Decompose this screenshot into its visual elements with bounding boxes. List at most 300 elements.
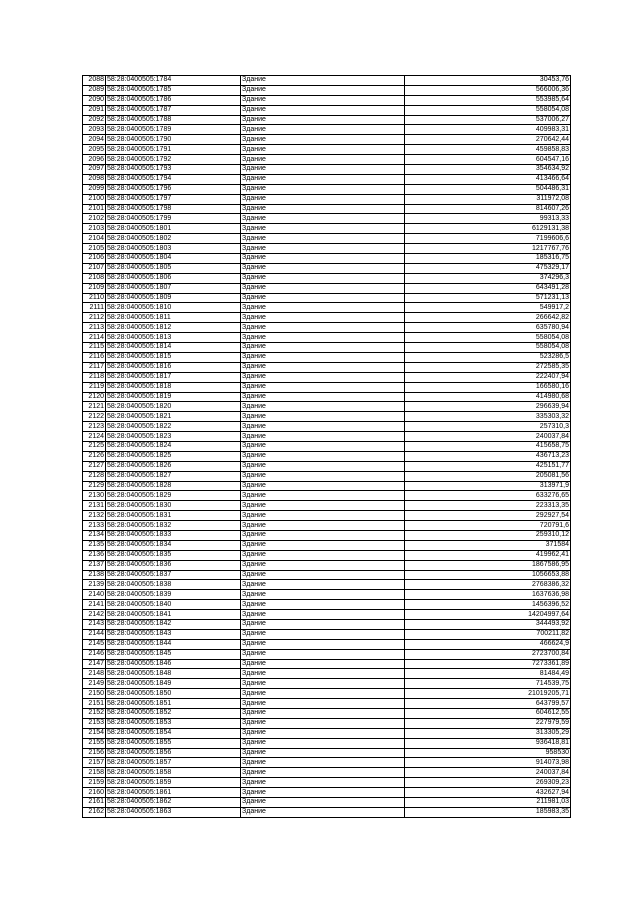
table-row [83, 273, 571, 283]
object-type-cell: Здание [241, 689, 405, 699]
object-type-cell: Здание [241, 432, 405, 442]
object-type-cell: Здание [241, 768, 405, 778]
cadastral-value-cell: 425151,77 [405, 461, 571, 471]
table-row [83, 165, 571, 175]
table-row [83, 451, 571, 461]
cadastral-value-cell: 296639,94 [405, 402, 571, 412]
row-number-cell: 2148 [83, 669, 106, 679]
object-type-cell: Здание [241, 709, 405, 719]
cadastral-number-cell: 58:28:0400505:1818 [106, 382, 241, 392]
row-number-cell: 2109 [83, 283, 106, 293]
row-number-cell: 2127 [83, 461, 106, 471]
cadastral-number-cell: 58:28:0400505:1803 [106, 244, 241, 254]
object-type-cell: Здание [241, 669, 405, 679]
cadastral-number-cell: 58:28:0400505:1817 [106, 372, 241, 382]
cadastral-value-cell: 413466,64 [405, 174, 571, 184]
cadastral-number-cell: 58:28:0400505:1827 [106, 471, 241, 481]
table-row [83, 501, 571, 511]
table-row [83, 115, 571, 125]
table-row [83, 738, 571, 748]
row-number-cell: 2102 [83, 214, 106, 224]
row-number-cell: 2097 [83, 165, 106, 175]
cadastral-number-cell: 58:28:0400505:1828 [106, 481, 241, 491]
table-row [83, 412, 571, 422]
row-number-cell: 2096 [83, 155, 106, 165]
table-row [83, 184, 571, 194]
cadastral-value-cell: 549917,2 [405, 303, 571, 313]
object-type-cell: Здание [241, 718, 405, 728]
object-type-cell: Здание [241, 382, 405, 392]
cadastral-value-cell: 436713,23 [405, 451, 571, 461]
cadastral-number-cell: 58:28:0400505:1829 [106, 491, 241, 501]
row-number-cell: 2137 [83, 560, 106, 570]
object-type-cell: Здание [241, 194, 405, 204]
row-number-cell: 2094 [83, 135, 106, 145]
cadastral-value-cell: 374296,3 [405, 273, 571, 283]
cadastral-number-cell: 58:28:0400505:1802 [106, 234, 241, 244]
table-row [83, 600, 571, 610]
cadastral-value-cell: 166580,16 [405, 382, 571, 392]
cadastral-value-cell: 2723700,84 [405, 649, 571, 659]
cadastral-number-cell: 58:28:0400505:1810 [106, 303, 241, 313]
cadastral-value-cell: 222407,94 [405, 372, 571, 382]
cadastral-value-cell: 958530 [405, 748, 571, 758]
table-row [83, 244, 571, 254]
cadastral-value-cell: 414980,68 [405, 392, 571, 402]
cadastral-number-cell: 58:28:0400505:1811 [106, 313, 241, 323]
object-type-cell: Здание [241, 521, 405, 531]
object-type-cell: Здание [241, 76, 405, 86]
object-type-cell: Здание [241, 412, 405, 422]
table-row [83, 511, 571, 521]
object-type-cell: Здание [241, 699, 405, 709]
table-row [83, 619, 571, 629]
cadastral-number-cell: 58:28:0400505:1819 [106, 392, 241, 402]
cadastral-value-cell: 223313,35 [405, 501, 571, 511]
row-number-cell: 2157 [83, 758, 106, 768]
cadastral-value-cell: 313971,9 [405, 481, 571, 491]
row-number-cell: 2111 [83, 303, 106, 313]
object-type-cell: Здание [241, 352, 405, 362]
cadastral-number-cell: 58:28:0400505:1816 [106, 362, 241, 372]
cadastral-value-cell: 814607,26 [405, 204, 571, 214]
cadastral-number-cell: 58:28:0400505:1841 [106, 610, 241, 620]
cadastral-number-cell: 58:28:0400505:1801 [106, 224, 241, 234]
object-type-cell: Здание [241, 639, 405, 649]
cadastral-value-cell: 14204997,64 [405, 610, 571, 620]
row-number-cell: 2110 [83, 293, 106, 303]
object-type-cell: Здание [241, 303, 405, 313]
object-type-cell: Здание [241, 798, 405, 808]
cadastral-value-cell: 558054,08 [405, 343, 571, 353]
table-row [83, 95, 571, 105]
row-number-cell: 2100 [83, 194, 106, 204]
cadastral-value-cell: 553985,64 [405, 95, 571, 105]
object-type-cell: Здание [241, 273, 405, 283]
table-row [83, 313, 571, 323]
table-row [83, 748, 571, 758]
cadastral-value-cell: 240037,84 [405, 432, 571, 442]
row-number-cell: 2154 [83, 728, 106, 738]
row-number-cell: 2142 [83, 610, 106, 620]
cadastral-number-cell: 58:28:0400505:1824 [106, 441, 241, 451]
object-type-cell: Здание [241, 481, 405, 491]
table-row [83, 718, 571, 728]
table-row [83, 491, 571, 501]
table-row [83, 125, 571, 135]
object-type-cell: Здание [241, 461, 405, 471]
cadastral-number-cell: 58:28:0400505:1815 [106, 352, 241, 362]
cadastral-number-cell: 58:28:0400505:1793 [106, 165, 241, 175]
cadastral-number-cell: 58:28:0400505:1839 [106, 590, 241, 600]
cadastral-number-cell: 58:28:0400505:1809 [106, 293, 241, 303]
cadastral-value-cell: 227979,59 [405, 718, 571, 728]
object-type-cell: Здание [241, 491, 405, 501]
row-number-cell: 2150 [83, 689, 106, 699]
cadastral-value-cell: 81484,49 [405, 669, 571, 679]
row-number-cell: 2141 [83, 600, 106, 610]
cadastral-value-cell: 558054,08 [405, 105, 571, 115]
row-number-cell: 2153 [83, 718, 106, 728]
table-row [83, 145, 571, 155]
cadastral-value-cell: 185316,75 [405, 254, 571, 264]
object-type-cell: Здание [241, 540, 405, 550]
object-type-cell: Здание [241, 511, 405, 521]
row-number-cell: 2126 [83, 451, 106, 461]
cadastral-value-cell: 700211,82 [405, 629, 571, 639]
cadastral-number-cell: 58:28:0400505:1825 [106, 451, 241, 461]
cadastral-value-cell: 566006,36 [405, 85, 571, 95]
row-number-cell: 2130 [83, 491, 106, 501]
cadastral-number-cell: 58:28:0400505:1806 [106, 273, 241, 283]
cadastral-value-cell: 185983,35 [405, 807, 571, 817]
cadastral-value-cell: 604612,55 [405, 709, 571, 719]
cadastral-number-cell: 58:28:0400505:1788 [106, 115, 241, 125]
cadastral-value-cell: 914073,98 [405, 758, 571, 768]
row-number-cell: 2113 [83, 323, 106, 333]
cadastral-value-cell: 459858,83 [405, 145, 571, 155]
table-row [83, 283, 571, 293]
row-number-cell: 2156 [83, 748, 106, 758]
object-type-cell: Здание [241, 115, 405, 125]
object-type-cell: Здание [241, 283, 405, 293]
row-number-cell: 2095 [83, 145, 106, 155]
row-number-cell: 2122 [83, 412, 106, 422]
object-type-cell: Здание [241, 748, 405, 758]
table-row [83, 85, 571, 95]
row-number-cell: 2121 [83, 402, 106, 412]
cadastral-value-cell: 1456396,52 [405, 600, 571, 610]
table-row [83, 204, 571, 214]
cadastral-number-cell: 58:28:0400505:1831 [106, 511, 241, 521]
cadastral-value-cell: 1217767,76 [405, 244, 571, 254]
cadastral-number-cell: 58:28:0400505:1807 [106, 283, 241, 293]
cadastral-number-cell: 58:28:0400505:1822 [106, 422, 241, 432]
row-number-cell: 2101 [83, 204, 106, 214]
table-row [83, 699, 571, 709]
cadastral-number-cell: 58:28:0400505:1856 [106, 748, 241, 758]
cadastral-number-cell: 58:28:0400505:1853 [106, 718, 241, 728]
row-number-cell: 2132 [83, 511, 106, 521]
row-number-cell: 2116 [83, 352, 106, 362]
row-number-cell: 2155 [83, 738, 106, 748]
object-type-cell: Здание [241, 402, 405, 412]
cadastral-number-cell: 58:28:0400505:1832 [106, 521, 241, 531]
object-type-cell: Здание [241, 234, 405, 244]
object-type-cell: Здание [241, 649, 405, 659]
cadastral-value-cell: 409983,31 [405, 125, 571, 135]
object-type-cell: Здание [241, 807, 405, 817]
table-row [83, 461, 571, 471]
cadastral-value-cell: 936418,81 [405, 738, 571, 748]
row-number-cell: 2117 [83, 362, 106, 372]
row-number-cell: 2119 [83, 382, 106, 392]
cadastral-number-cell: 58:28:0400505:1794 [106, 174, 241, 184]
cadastral-value-cell: 635780,94 [405, 323, 571, 333]
cadastral-value-cell: 432627,94 [405, 788, 571, 798]
table-row [83, 441, 571, 451]
object-type-cell: Здание [241, 392, 405, 402]
object-type-cell: Здание [241, 313, 405, 323]
cadastral-number-cell: 58:28:0400505:1862 [106, 798, 241, 808]
cadastral-value-cell: 272585,35 [405, 362, 571, 372]
cadastral-number-cell: 58:28:0400505:1813 [106, 333, 241, 343]
row-number-cell: 2093 [83, 125, 106, 135]
row-number-cell: 2149 [83, 679, 106, 689]
cadastral-number-cell: 58:28:0400505:1786 [106, 95, 241, 105]
row-number-cell: 2125 [83, 441, 106, 451]
row-number-cell: 2136 [83, 550, 106, 560]
cadastral-number-cell: 58:28:0400505:1851 [106, 699, 241, 709]
cadastral-number-cell: 58:28:0400505:1857 [106, 758, 241, 768]
table-row [83, 530, 571, 540]
cadastral-value-cell: 504486,31 [405, 184, 571, 194]
cadastral-value-cell: 571231,13 [405, 293, 571, 303]
cadastral-value-cell: 270642,44 [405, 135, 571, 145]
table-row [83, 76, 571, 86]
row-number-cell: 2099 [83, 184, 106, 194]
object-type-cell: Здание [241, 184, 405, 194]
cadastral-number-cell: 58:28:0400505:1823 [106, 432, 241, 442]
table-row [83, 422, 571, 432]
cadastral-number-cell: 58:28:0400505:1846 [106, 659, 241, 669]
row-number-cell: 2128 [83, 471, 106, 481]
object-type-cell: Здание [241, 600, 405, 610]
object-type-cell: Здание [241, 95, 405, 105]
object-type-cell: Здание [241, 758, 405, 768]
cadastral-number-cell: 58:28:0400505:1838 [106, 580, 241, 590]
row-number-cell: 2139 [83, 580, 106, 590]
cadastral-value-cell: 313305,29 [405, 728, 571, 738]
cadastral-number-cell: 58:28:0400505:1842 [106, 619, 241, 629]
object-type-cell: Здание [241, 323, 405, 333]
cadastral-number-cell: 58:28:0400505:1833 [106, 530, 241, 540]
object-type-cell: Здание [241, 263, 405, 273]
cadastral-number-cell: 58:28:0400505:1859 [106, 778, 241, 788]
row-number-cell: 2133 [83, 521, 106, 531]
table-row [83, 224, 571, 234]
object-type-cell: Здание [241, 619, 405, 629]
row-number-cell: 2092 [83, 115, 106, 125]
cadastral-number-cell: 58:28:0400505:1791 [106, 145, 241, 155]
cadastral-number-cell: 58:28:0400505:1843 [106, 629, 241, 639]
object-type-cell: Здание [241, 471, 405, 481]
cadastral-value-cell: 371584 [405, 540, 571, 550]
row-number-cell: 2103 [83, 224, 106, 234]
cadastral-number-cell: 58:28:0400505:1798 [106, 204, 241, 214]
table-row [83, 382, 571, 392]
table-row [83, 263, 571, 273]
cadastral-number-cell: 58:28:0400505:1848 [106, 669, 241, 679]
object-type-cell: Здание [241, 629, 405, 639]
cadastral-value-cell: 335303,32 [405, 412, 571, 422]
cadastral-value-cell: 21019205,71 [405, 689, 571, 699]
table-row [83, 758, 571, 768]
cadastral-number-cell: 58:28:0400505:1805 [106, 263, 241, 273]
cadastral-value-cell: 633276,65 [405, 491, 571, 501]
table-row [83, 214, 571, 224]
table-row [83, 728, 571, 738]
table-row [83, 362, 571, 372]
cadastral-number-cell: 58:28:0400505:1844 [106, 639, 241, 649]
row-number-cell: 2123 [83, 422, 106, 432]
row-number-cell: 2107 [83, 263, 106, 273]
row-number-cell: 2152 [83, 709, 106, 719]
row-number-cell: 2146 [83, 649, 106, 659]
object-type-cell: Здание [241, 501, 405, 511]
table-row [83, 471, 571, 481]
table-row [83, 649, 571, 659]
cadastral-number-cell: 58:28:0400505:1814 [106, 343, 241, 353]
cadastral-number-cell: 58:28:0400505:1850 [106, 689, 241, 699]
row-number-cell: 2104 [83, 234, 106, 244]
cadastral-value-cell: 1637636,98 [405, 590, 571, 600]
cadastral-number-cell: 58:28:0400505:1799 [106, 214, 241, 224]
table-row [83, 352, 571, 362]
cadastral-value-cell: 7273361,89 [405, 659, 571, 669]
object-type-cell: Здание [241, 343, 405, 353]
row-number-cell: 2144 [83, 629, 106, 639]
cadastral-value-cell: 6129131,38 [405, 224, 571, 234]
row-number-cell: 2115 [83, 343, 106, 353]
cadastral-value-cell: 2768386,32 [405, 580, 571, 590]
object-type-cell: Здание [241, 165, 405, 175]
table-row [83, 709, 571, 719]
table-row [83, 481, 571, 491]
object-type-cell: Здание [241, 333, 405, 343]
cadastral-number-cell: 58:28:0400505:1855 [106, 738, 241, 748]
cadastral-number-cell: 58:28:0400505:1790 [106, 135, 241, 145]
cadastral-number-cell: 58:28:0400505:1858 [106, 768, 241, 778]
row-number-cell: 2112 [83, 313, 106, 323]
object-type-cell: Здание [241, 788, 405, 798]
table-row [83, 778, 571, 788]
table-row [83, 659, 571, 669]
row-number-cell: 2124 [83, 432, 106, 442]
cadastral-number-cell: 58:28:0400505:1784 [106, 76, 241, 86]
cadastral-value-table [82, 75, 571, 818]
table-row [83, 629, 571, 639]
row-number-cell: 2108 [83, 273, 106, 283]
cadastral-number-cell: 58:28:0400505:1845 [106, 649, 241, 659]
cadastral-value-cell: 643491,28 [405, 283, 571, 293]
cadastral-value-cell: 205081,56 [405, 471, 571, 481]
row-number-cell: 2114 [83, 333, 106, 343]
cadastral-value-cell: 1867586,95 [405, 560, 571, 570]
table-row [83, 550, 571, 560]
row-number-cell: 2158 [83, 768, 106, 778]
row-number-cell: 2160 [83, 788, 106, 798]
table-row [83, 105, 571, 115]
cadastral-number-cell: 58:28:0400505:1863 [106, 807, 241, 817]
row-number-cell: 2138 [83, 570, 106, 580]
cadastral-value-cell: 604547,16 [405, 155, 571, 165]
cadastral-value-cell: 240037,84 [405, 768, 571, 778]
object-type-cell: Здание [241, 372, 405, 382]
table-row [83, 372, 571, 382]
table-row [83, 807, 571, 817]
cadastral-value-cell: 419962,41 [405, 550, 571, 560]
cadastral-value-cell: 259310,12 [405, 530, 571, 540]
table-row [83, 293, 571, 303]
cadastral-number-cell: 58:28:0400505:1820 [106, 402, 241, 412]
cadastral-value-cell: 415658,75 [405, 441, 571, 451]
table-row [83, 174, 571, 184]
table-row [83, 639, 571, 649]
cadastral-number-cell: 58:28:0400505:1821 [106, 412, 241, 422]
row-number-cell: 2091 [83, 105, 106, 115]
object-type-cell: Здание [241, 155, 405, 165]
cadastral-number-cell: 58:28:0400505:1826 [106, 461, 241, 471]
cadastral-value-cell: 30453,76 [405, 76, 571, 86]
object-type-cell: Здание [241, 580, 405, 590]
object-type-cell: Здание [241, 590, 405, 600]
row-number-cell: 2129 [83, 481, 106, 491]
object-type-cell: Здание [241, 125, 405, 135]
cadastral-value-cell: 292927,54 [405, 511, 571, 521]
cadastral-number-cell: 58:28:0400505:1796 [106, 184, 241, 194]
table-row [83, 689, 571, 699]
row-number-cell: 2140 [83, 590, 106, 600]
object-type-cell: Здание [241, 204, 405, 214]
table-row [83, 560, 571, 570]
cadastral-number-cell: 58:28:0400505:1785 [106, 85, 241, 95]
cadastral-value-cell: 523286,5 [405, 352, 571, 362]
cadastral-number-cell: 58:28:0400505:1849 [106, 679, 241, 689]
object-type-cell: Здание [241, 105, 405, 115]
cadastral-number-cell: 58:28:0400505:1836 [106, 560, 241, 570]
object-type-cell: Здание [241, 441, 405, 451]
cadastral-number-cell: 58:28:0400505:1834 [106, 540, 241, 550]
cadastral-number-cell: 58:28:0400505:1861 [106, 788, 241, 798]
object-type-cell: Здание [241, 610, 405, 620]
object-type-cell: Здание [241, 214, 405, 224]
table-row [83, 392, 571, 402]
cadastral-number-cell: 58:28:0400505:1787 [106, 105, 241, 115]
table-row [83, 333, 571, 343]
cadastral-value-cell: 475329,17 [405, 263, 571, 273]
table-row [83, 254, 571, 264]
cadastral-value-cell: 269309,23 [405, 778, 571, 788]
object-type-cell: Здание [241, 293, 405, 303]
cadastral-number-cell: 58:28:0400505:1792 [106, 155, 241, 165]
cadastral-value-cell: 7199606,6 [405, 234, 571, 244]
row-number-cell: 2105 [83, 244, 106, 254]
table-row [83, 135, 571, 145]
cadastral-number-cell: 58:28:0400505:1837 [106, 570, 241, 580]
object-type-cell: Здание [241, 738, 405, 748]
row-number-cell: 2151 [83, 699, 106, 709]
